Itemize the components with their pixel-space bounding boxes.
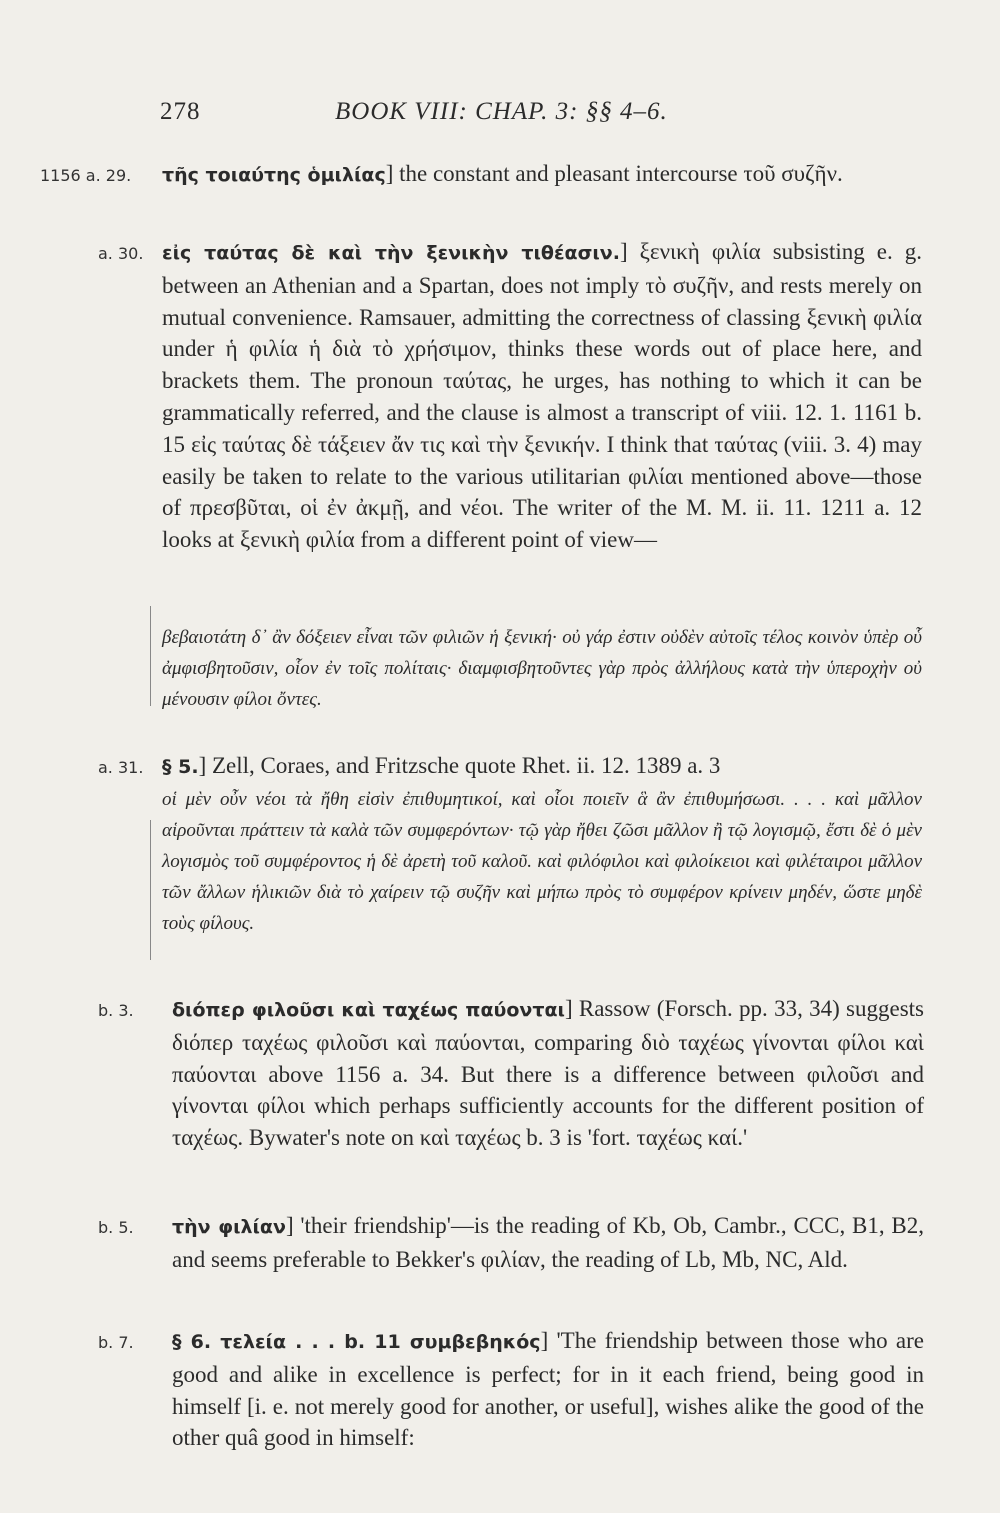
- note-reference: 1156 a. 29.: [40, 166, 132, 185]
- note-reference: a. 31.: [98, 758, 144, 777]
- page-number: 278: [160, 98, 201, 125]
- margin-bracket: [150, 820, 151, 960]
- note-text: ] Zell, Coraes, and Fritzsche quote Rhet. ii. 12. 1389 a. 3: [198, 753, 721, 778]
- note-body: [162, 236, 922, 556]
- note-body: [172, 1210, 924, 1276]
- greek-quotation: οἱ μὲν οὖν νέοι τὰ ἤθη εἰσὶν ἐπιθυμητικοί, καὶ οἷοι ποιεῖν ἃ ἂν ἐπιθυμήσωσι. . . . καὶ μᾶλλον αἱροῦνται πράττειν τὰ καλὰ τῶν συμφερόντων· τῷ γὰρ ἤθει ζῶσι μᾶλλον ἢ τῷ λογισμῷ, ἔστι δὲ ὁ μὲν λογισμὸς τοῦ συμφέροντος ἡ δὲ ἀρετὴ τοῦ καλοῦ. καὶ φιλόφιλοι καὶ φιλοίκειοι καὶ φιλέταιροι μᾶλλον τῶν ἄλλων ἡλικιῶν διὰ τὸ χαίρειν τῷ συζῆν καὶ μήπω πρὸς τὸ συμφέρον κρίνειν μηδέν, ὥστε μηδὲ τοὺς φίλους.: [162, 789, 922, 934]
- note-lemma: εἰς ταύτας δὲ καὶ τὴν ξενικὴν τιθέασιν.: [162, 242, 620, 264]
- note-body: [162, 750, 922, 784]
- running-title: BOOK VIII: CHAP. 3: §§ 4–6.: [335, 98, 668, 125]
- note-body: [172, 1325, 924, 1454]
- note-text: ] ξενικὴ φιλία subsisting e. g. between an Athenian and a Spartan, does not imply τὸ συζῆν, and rests merely on mutual convenience. Ramsauer, admitting the correctness of classing ξενικὴ φιλία under ἡ φιλία ἡ διὰ τὸ χρήσιμον, thinks these words out of place here, and brackets them. The pronoun ταύτας, he urges, has nothing to which it can be grammatically referred, and the clause is almost a transcript of viii. 12. 1. 1161 b. 15 εἰς ταύτας δὲ τάξειεν ἄν τις καὶ τὴν ξενικήν. I think that ταύτας (viii. 3. 4) may easily be taken to relate to the various utilitarian φιλίαι mentioned above—those of πρεσβῦται, οἱ ἐν ἀκμῇ, and νέοι. The writer of the M. M. ii. 11. 1211 a. 12 looks at ξενικὴ φιλία from a different point of view—: [162, 239, 923, 553]
- page-header: [160, 98, 920, 138]
- note-reference: b. 3.: [98, 1001, 134, 1020]
- note-text: ] 'The friendship between those who are good and alike in excellence is perfect; for in it each friend, being good in himself [i. e. not merely good for another, or useful], wishes alike the good of the other quâ good in himself:: [172, 1328, 924, 1451]
- note-body: [162, 158, 922, 192]
- note-lemma: § 5.: [162, 756, 199, 778]
- note-reference: b. 7.: [98, 1333, 134, 1352]
- note-text: ] the constant and pleasant intercourse τοῦ συζῆν.: [385, 161, 843, 186]
- note-body: [172, 993, 924, 1154]
- note-lemma: τῆς τοιαύτης ὁμιλίας: [162, 164, 386, 186]
- note-lemma: § 6. τελεία . . . b. 11 συμβεβηκός: [172, 1331, 541, 1353]
- note-reference: b. 5.: [98, 1218, 134, 1237]
- margin-bracket: [150, 606, 151, 706]
- note-lemma: τὴν φιλίαν: [172, 1216, 286, 1238]
- note-reference: a. 30.: [98, 244, 144, 263]
- note-text: ] 'their friendship'—is the reading of Kb, Ob, Cambr., CCC, B1, B2, and seems preferable to Bekker's φιλίαν, the reading of Lb, Mb, NC, Ald.: [172, 1213, 924, 1272]
- greek-quotation: βεβαιοτάτη δ᾽ ἂν δόξειεν εἶναι τῶν φιλιῶν ἡ ξενική· οὐ γάρ ἐστιν οὐδὲν αὐτοῖς τέλος κοινὸν ὑπὲρ οὗ ἀμφισβητοῦσιν, οἷον ἐν τοῖς πολίταις· διαμφισβητοῦντες γὰρ πρὸς ἀλλήλους κατὰ τὴν ὑπεροχὴν οὐ μένουσιν φίλοι ὄντες.: [162, 627, 922, 710]
- note-lemma: διόπερ φιλοῦσι καὶ ταχέως παύονται: [172, 999, 565, 1021]
- note-text: ] Rassow (Forsch. pp. 33, 34) suggests διόπερ ταχέως φιλοῦσι καὶ παύονται, comparing διὸ ταχέως γίνονται φίλοι καὶ παύονται above 1156 a. 34. But there is a difference between φιλοῦσι and γίνονται φίλοι which perhaps sufficiently accounts for the different position of ταχέως. Bywater's note on καὶ ταχέως b. 3 is 'fort. ταχέως καί.': [172, 996, 925, 1151]
